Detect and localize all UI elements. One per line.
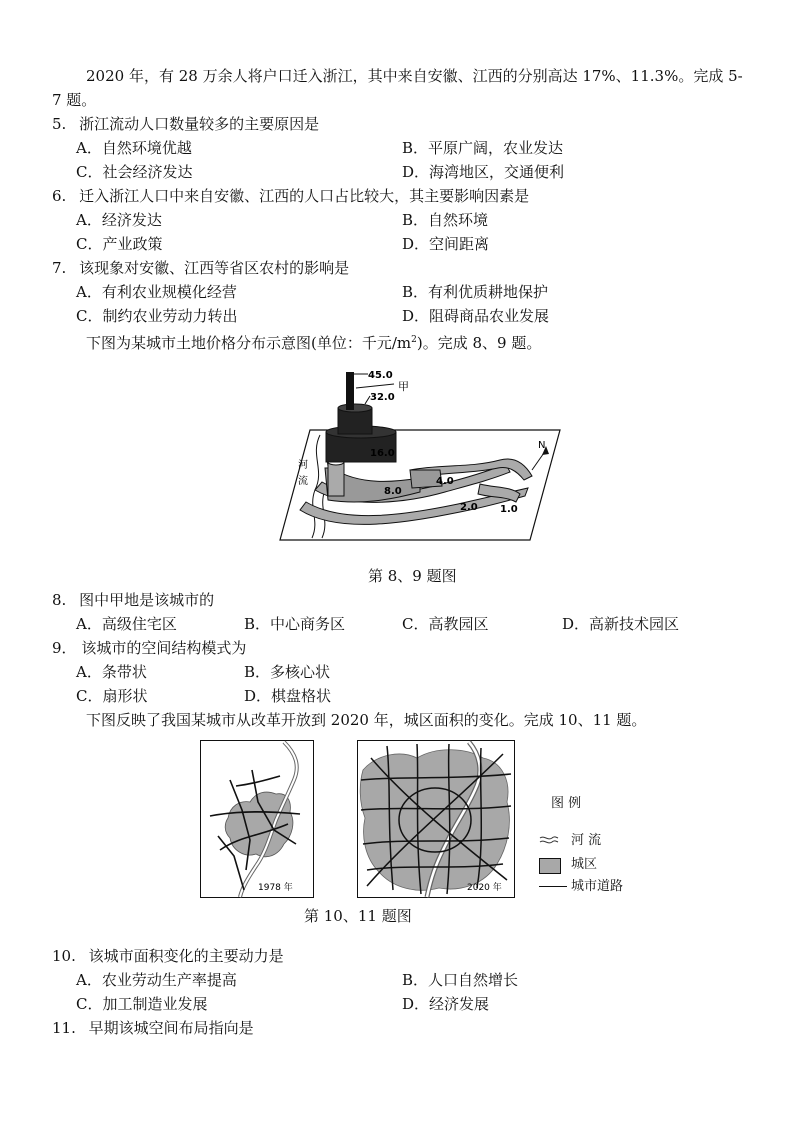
map-2020 <box>357 740 515 898</box>
option-9a: A．条带状 <box>76 663 147 681</box>
question-9 <box>52 638 246 658</box>
label-16: 16.0 <box>370 448 395 459</box>
option-10d: D．经济发展 <box>402 995 490 1013</box>
figure2-caption: 第 10、11 题图 <box>304 907 412 925</box>
legend-road-label: 城市道路 <box>571 879 624 894</box>
question-stem: 早期该城空间布局指向是 <box>88 1019 254 1037</box>
option-5b: B．平原广阔，农业发达 <box>402 139 564 157</box>
legend-urban-label: 城区 <box>571 857 598 872</box>
question-number: 7. <box>52 259 67 277</box>
legend-urban-icon <box>539 858 561 874</box>
label-river-2: 流 <box>298 476 308 487</box>
label-1: 1.0 <box>500 504 518 515</box>
intro2-after: )。完成 8、9 题。 <box>416 334 542 352</box>
option-5d: D．海湾地区，交通便利 <box>402 163 565 181</box>
question-7 <box>52 258 349 278</box>
option-7c: C．制约农业劳动力转出 <box>76 307 238 325</box>
option-9b: B．多核心状 <box>244 663 331 681</box>
option-8b: B．中心商务区 <box>244 615 346 633</box>
label-river-1: 河 <box>298 460 308 471</box>
label-32: 32.0 <box>370 392 395 403</box>
question-number: 11. <box>52 1019 76 1037</box>
question-stem: 该现象对安徽、江西等省区农村的影响是 <box>79 259 350 277</box>
option-7b: B．有利优质耕地保护 <box>402 283 549 301</box>
question-number: 8. <box>52 591 67 609</box>
option-7d: D．阻碍商品农业发展 <box>402 307 550 325</box>
tier-45 <box>346 372 354 410</box>
option-10b: B．人口自然增长 <box>402 971 519 989</box>
intro2-sup: 2 <box>411 335 417 345</box>
question-5 <box>52 114 319 134</box>
question-6 <box>52 186 529 206</box>
intro-text-2 <box>86 330 541 353</box>
option-6d: D．空间距离 <box>402 235 490 253</box>
label-8: 8.0 <box>384 486 402 497</box>
tier-32-top <box>338 404 372 412</box>
label-north: N <box>538 440 546 451</box>
intro-text-line2: 7 题。 <box>52 91 97 109</box>
map-1978 <box>200 740 314 898</box>
question-stem: 迁入浙江人口中来自安徽、江西的人口占比较大，其主要影响因素是 <box>79 187 530 205</box>
map-1978-year: 1978 年 <box>258 883 293 893</box>
question-number: 9． <box>52 639 77 657</box>
legend-river-icon <box>539 834 559 846</box>
map-2020-year: 2020 年 <box>467 883 502 893</box>
label-4: 4.0 <box>436 476 454 487</box>
question-8 <box>52 590 214 610</box>
question-stem: 该城市的空间结构模式为 <box>81 639 247 657</box>
option-5c: C．社会经济发达 <box>76 163 193 181</box>
question-number: 6. <box>52 187 67 205</box>
question-number: 5. <box>52 115 67 133</box>
option-6b: B．自然环境 <box>402 211 489 229</box>
label-2: 2.0 <box>460 502 478 513</box>
question-number: 10. <box>52 947 76 965</box>
sub-center <box>328 462 344 496</box>
label-45: 45.0 <box>368 370 393 381</box>
legend-road-icon <box>539 886 567 887</box>
legend-river-label: 河 流 <box>571 833 602 848</box>
question-11 <box>52 1018 254 1038</box>
land-price-figure <box>270 360 570 560</box>
option-9d: D．棋盘格状 <box>244 687 332 705</box>
option-10a: A．农业劳动生产率提高 <box>76 971 237 989</box>
option-7a: A．有利农业规模化经营 <box>76 283 237 301</box>
option-6c: C．产业政策 <box>76 235 163 253</box>
question-10 <box>52 946 284 966</box>
question-stem: 该城市面积变化的主要动力是 <box>88 947 284 965</box>
option-10c: C．加工制造业发展 <box>76 995 208 1013</box>
intro-text-3: 下图反映了我国某城市从改革开放到 2020 年，城区面积的变化。完成 10、11 题。 <box>86 711 647 729</box>
option-8d: D．高新技术园区 <box>562 615 680 633</box>
option-6a: A．经济发达 <box>76 211 162 229</box>
option-8c: C．高教园区 <box>402 615 489 633</box>
intro-text-line1: 2020 年，有 28 万余人将户口迁入浙江，其中来自安徽、江西的分别高达 17%、11.3%。完成 5- <box>86 67 743 85</box>
leader-jia <box>356 384 394 388</box>
option-9c: C．扇形状 <box>76 687 148 705</box>
legend-title: 图 例 <box>551 796 582 811</box>
question-stem: 图中甲地是该城市的 <box>79 591 215 609</box>
option-5a: A．自然环境优越 <box>76 139 192 157</box>
question-stem: 浙江流动人口数量较多的主要原因是 <box>79 115 320 133</box>
label-jia: 甲 <box>398 380 409 393</box>
figure1-caption: 第 8、9 题图 <box>368 567 457 585</box>
option-8a: A．高级住宅区 <box>76 615 177 633</box>
intro2-before: 下图为某城市土地价格分布示意图(单位：千元/m <box>86 334 412 352</box>
